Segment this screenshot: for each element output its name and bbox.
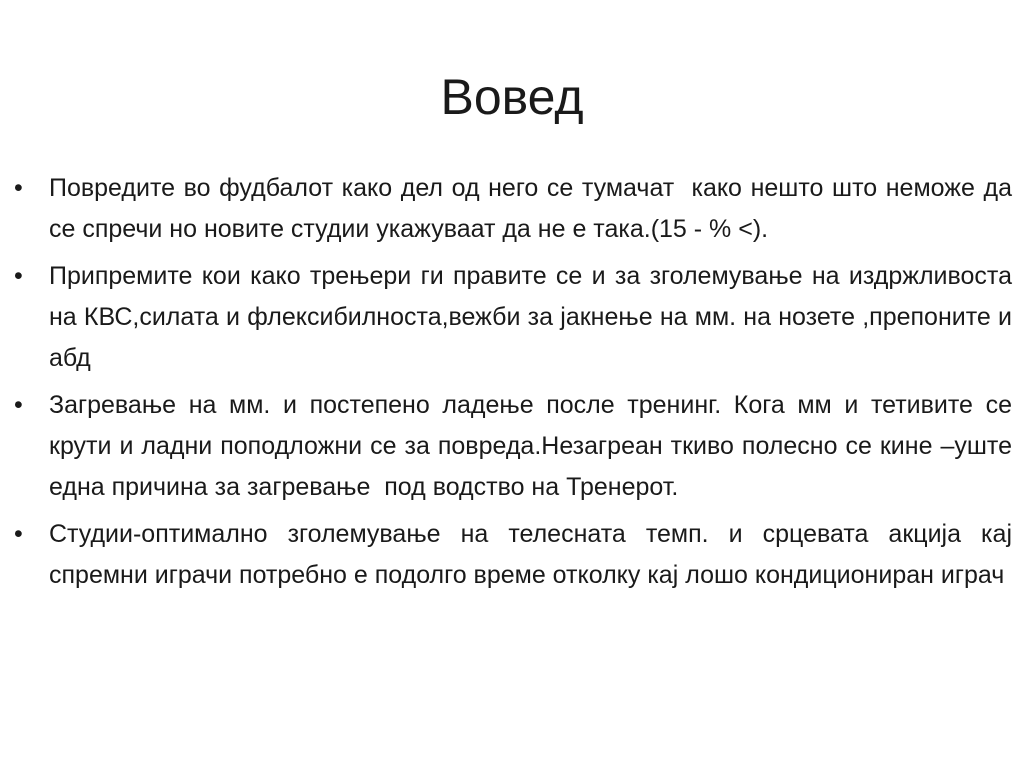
bullet-item-3: [14, 385, 1019, 508]
bullet-marker: •: [14, 391, 23, 419]
bullet-item-4: [14, 514, 1019, 596]
bullet-item-2: [14, 256, 1019, 379]
bullet-text: Студии-оптимално зголемување на телесната темп. и срцевата акција кај спремни играчи потребно е подолго време отколку кај лошо кондициониран играч: [49, 520, 1019, 589]
bullet-marker: •: [14, 520, 23, 548]
bullet-marker: •: [14, 262, 23, 290]
slide-title: Вовед: [440, 69, 584, 125]
bullet-text: Припремите кои како трењери ги правите се и за зголемување на издржливоста на КВС,силата и флексибилноста,вежби за јакнење на мм. на нозете ,препоните и абд: [49, 262, 1019, 372]
bullet-text: Повредите во фудбалот како дел од него се тумачат како нешто што неможе да се спречи но новите студии укажуваат да не е така.(15 - % <).: [49, 174, 1019, 243]
bullet-marker: •: [14, 174, 23, 202]
bullet-item-1: [14, 168, 1019, 250]
bullet-text: Загревање на мм. и постепено ладење после тренинг. Кога мм и тетивите се крути и ладни поподложни се за повреда.Незагреан ткиво полесно се кине –уште една причина за загревање под водство на Тренерот.: [49, 391, 1019, 501]
bullet-list: [14, 168, 1019, 602]
